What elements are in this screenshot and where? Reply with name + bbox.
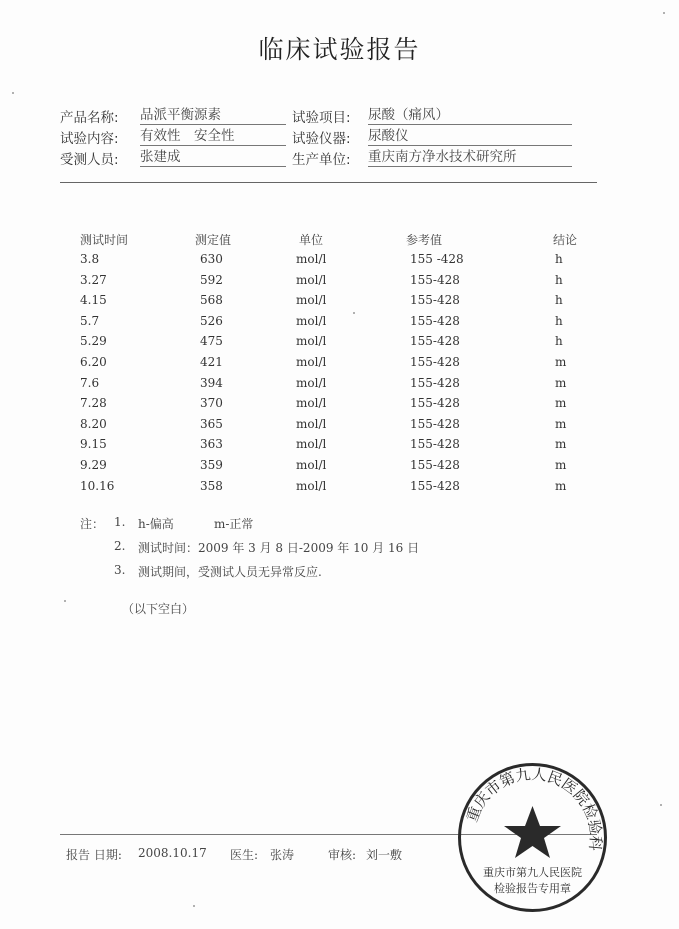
product-label: 产品名称: xyxy=(60,110,119,126)
cell-conclusion: h xyxy=(555,252,563,266)
notes-prefix: 注： xyxy=(80,517,105,531)
cell-value: 365 xyxy=(200,416,223,431)
cell-unit: mol/l xyxy=(296,375,327,390)
seal-line-1: 重庆市第九人民医院 xyxy=(483,866,582,879)
cell-time: 4.15 xyxy=(80,293,107,308)
col-header-time: 测试时间 xyxy=(80,233,129,247)
table-row xyxy=(0,437,679,458)
cell-time: 7.6 xyxy=(80,375,100,390)
scan-speck xyxy=(12,92,14,94)
cell-conclusion: m xyxy=(555,457,567,472)
cell-time: 10.16 xyxy=(80,478,115,493)
cell-conclusion: h xyxy=(555,272,563,287)
note-3-number: 3. xyxy=(114,563,126,577)
table-row xyxy=(0,334,679,355)
scan-speck xyxy=(353,312,355,314)
reviewer-label: 审核: xyxy=(328,848,357,862)
results-table-body xyxy=(0,252,679,499)
item-label: 试验项目: xyxy=(292,110,351,126)
cell-reference: 155-428 xyxy=(410,437,460,452)
doctor-value: 张涛 xyxy=(270,848,295,862)
cell-value: 630 xyxy=(200,252,223,266)
seal-star-icon xyxy=(504,806,561,858)
subject-label: 受测人员: xyxy=(60,152,119,168)
cell-reference: 155-428 xyxy=(410,457,460,472)
cell-reference: 155-428 xyxy=(410,272,460,287)
cell-value: 421 xyxy=(200,354,223,369)
report-title: 临床试验报告 xyxy=(258,35,421,64)
instrument-value: 尿酸仪 xyxy=(368,127,572,146)
cell-time: 5.29 xyxy=(80,334,107,349)
cell-time: 8.20 xyxy=(80,416,107,431)
cell-time: 3.8 xyxy=(80,252,100,266)
cell-value: 394 xyxy=(200,375,223,390)
cell-unit: mol/l xyxy=(296,354,327,369)
table-row xyxy=(0,252,679,273)
cell-reference: 155 -428 xyxy=(410,252,464,266)
report-info xyxy=(60,106,580,169)
cell-conclusion: m xyxy=(555,396,567,411)
report-date-label: 报告 日期: xyxy=(66,848,122,862)
report-date-value: 2008.10.17 xyxy=(138,846,207,860)
note-1-high: h-偏高 xyxy=(138,517,174,531)
scan-speck xyxy=(193,905,195,907)
cell-time: 9.29 xyxy=(80,457,107,472)
cell-unit: mol/l xyxy=(296,313,327,328)
cell-unit: mol/l xyxy=(296,293,327,308)
col-header-unit: 单位 xyxy=(299,233,324,247)
cell-unit: mol/l xyxy=(296,478,327,493)
table-row xyxy=(0,293,679,314)
cell-conclusion: h xyxy=(555,313,563,328)
cell-time: 5.7 xyxy=(80,313,100,328)
seal-line-2: 检验报告专用章 xyxy=(494,882,571,895)
col-header-value: 测定值 xyxy=(195,233,232,247)
scan-speck xyxy=(660,804,662,806)
note-1-number: 1. xyxy=(114,515,126,529)
item-value: 尿酸（痛风） xyxy=(368,106,572,125)
info-row-3 xyxy=(60,148,580,169)
table-row xyxy=(0,417,679,438)
maker-label: 生产单位: xyxy=(292,152,351,168)
cell-value: 359 xyxy=(200,457,223,472)
cell-reference: 155-428 xyxy=(410,293,460,308)
table-row xyxy=(0,479,679,500)
cell-unit: mol/l xyxy=(296,334,327,349)
cell-conclusion: h xyxy=(555,293,563,308)
note-3-text: 测试期间，受测试人员无异常反应. xyxy=(138,565,322,579)
cell-reference: 155-428 xyxy=(410,354,460,369)
cell-unit: mol/l xyxy=(296,272,327,287)
hospital-seal xyxy=(455,760,610,915)
cell-time: 6.20 xyxy=(80,354,107,369)
content-value: 有效性 安全性 xyxy=(140,127,286,146)
note-2-number: 2. xyxy=(114,539,126,553)
scan-speck xyxy=(663,12,665,14)
scan-speck xyxy=(64,600,66,602)
cell-reference: 155-428 xyxy=(410,478,460,493)
subject-value: 张建成 xyxy=(140,148,286,167)
cell-reference: 155-428 xyxy=(410,416,460,431)
cell-time: 9.15 xyxy=(80,437,107,452)
cell-conclusion: m xyxy=(555,478,567,493)
info-row-1 xyxy=(60,106,580,127)
note-2-text: 测试时间：2009 年 3 月 8 日-2009 年 10 月 16 日 xyxy=(138,541,420,555)
cell-value: 363 xyxy=(200,437,223,452)
table-row xyxy=(0,376,679,397)
cell-value: 526 xyxy=(200,313,223,328)
cell-unit: mol/l xyxy=(296,252,327,266)
cell-value: 370 xyxy=(200,396,223,411)
cell-value: 475 xyxy=(200,334,223,349)
cell-unit: mol/l xyxy=(296,396,327,411)
cell-conclusion: m xyxy=(555,375,567,390)
cell-reference: 155-428 xyxy=(410,334,460,349)
cell-unit: mol/l xyxy=(296,416,327,431)
cell-conclusion: h xyxy=(555,334,563,349)
seal-ring-text: 重庆市第九人民医院检验科 xyxy=(462,765,605,852)
info-row-2 xyxy=(60,127,580,148)
cell-unit: mol/l xyxy=(296,437,327,452)
cell-time: 3.27 xyxy=(80,272,107,287)
table-row xyxy=(0,355,679,376)
reviewer-value: 刘一敷 xyxy=(366,848,403,862)
cell-reference: 155-428 xyxy=(410,396,460,411)
cell-value: 592 xyxy=(200,272,223,287)
cell-time: 7.28 xyxy=(80,396,107,411)
cell-conclusion: m xyxy=(555,437,567,452)
cell-value: 568 xyxy=(200,293,223,308)
cell-conclusion: m xyxy=(555,354,567,369)
header-divider xyxy=(60,182,597,183)
content-label: 试验内容: xyxy=(60,131,119,147)
instrument-label: 试验仪器: xyxy=(292,131,351,147)
cell-conclusion: m xyxy=(555,416,567,431)
blank-below-note: （以下空白） xyxy=(122,602,195,616)
cell-reference: 155-428 xyxy=(410,313,460,328)
maker-value: 重庆南方净水技术研究所 xyxy=(368,148,572,167)
cell-reference: 155-428 xyxy=(410,375,460,390)
col-header-reference: 参考值 xyxy=(406,233,443,247)
doctor-label: 医生: xyxy=(230,848,259,862)
table-row xyxy=(0,396,679,417)
table-row xyxy=(0,314,679,335)
product-value: 品派平衡源素 xyxy=(140,106,286,125)
table-row xyxy=(0,273,679,294)
cell-unit: mol/l xyxy=(296,457,327,472)
cell-value: 358 xyxy=(200,478,223,493)
note-1-normal: m-正常 xyxy=(214,517,254,531)
col-header-conclusion: 结论 xyxy=(553,233,578,247)
table-row xyxy=(0,458,679,479)
